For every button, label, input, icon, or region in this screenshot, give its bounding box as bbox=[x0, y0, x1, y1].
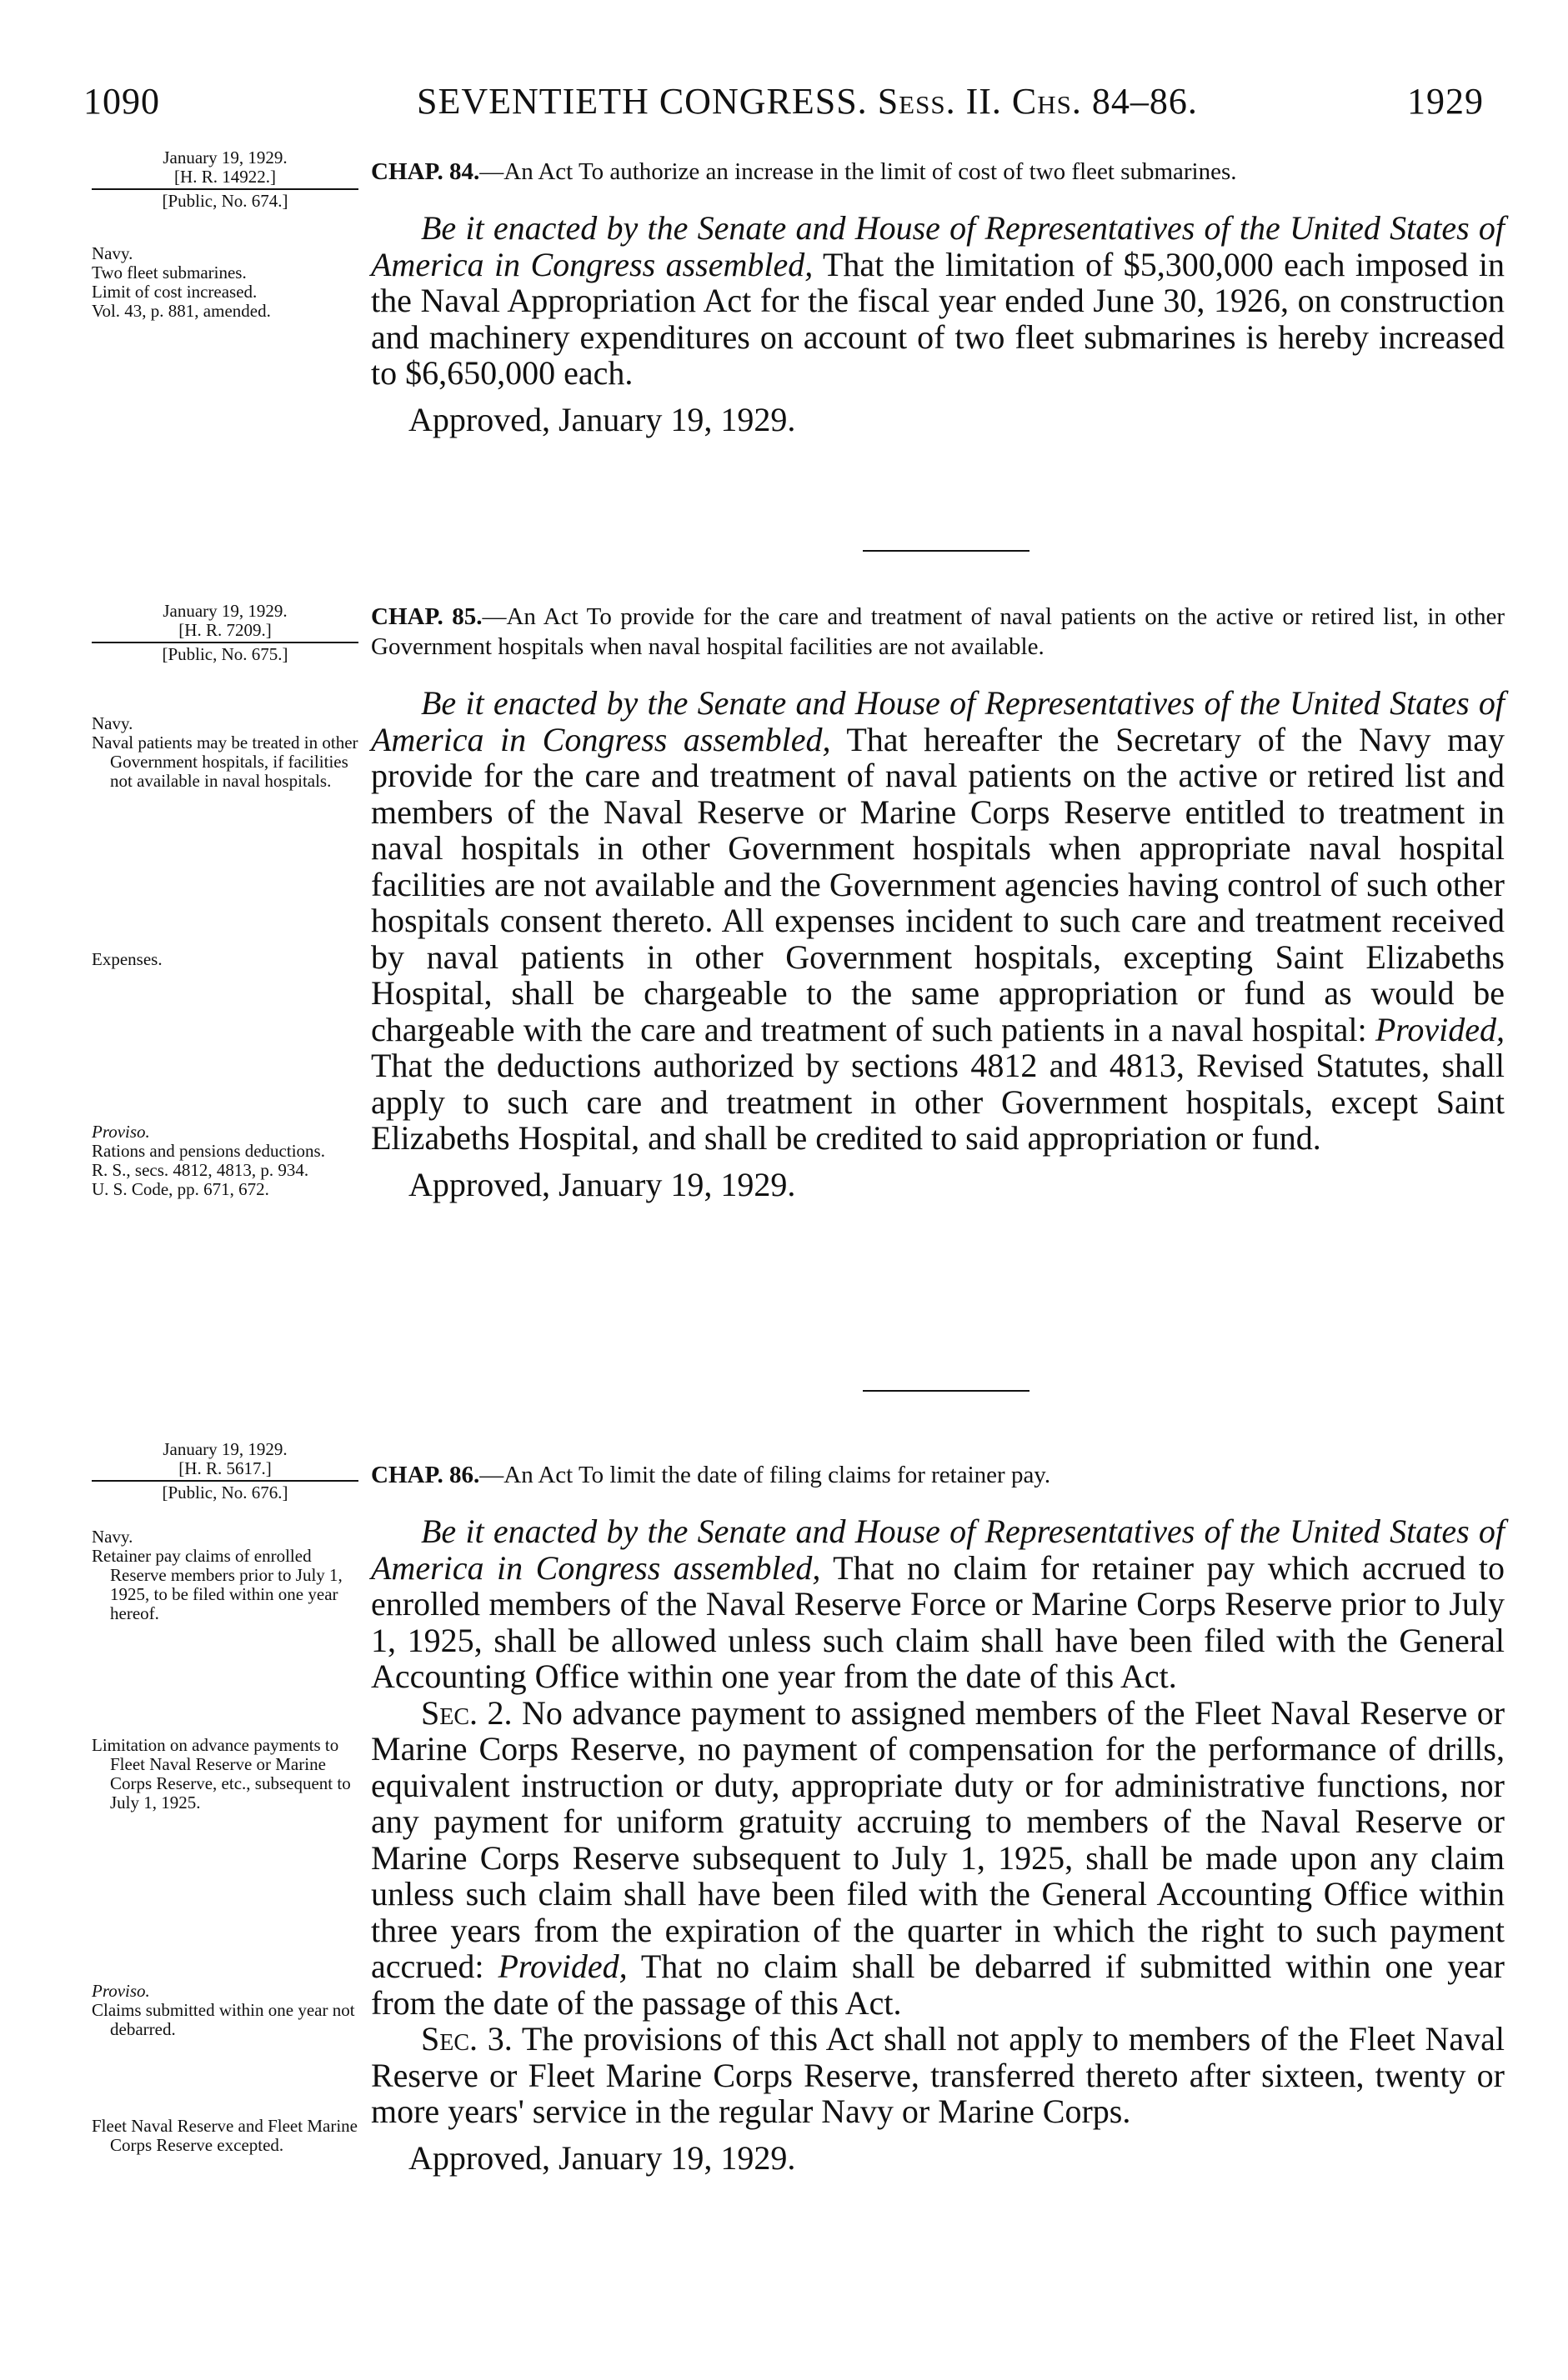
side-note: Naval patients may be treated in other Government hospitals, if facilities not available in naval hospitals. bbox=[92, 732, 358, 791]
side-note: Fleet Naval Reserve and Fleet Marine Corps Reserve excepted. bbox=[92, 2116, 358, 2155]
margin-date: January 19, 1929. bbox=[163, 601, 288, 621]
enacting-italic: Be it enacted by the Senate and House of Representatives of the United States of America in Congress assembled, bbox=[371, 1512, 1505, 1587]
side-note: Vol. 43, p. 881, amended. bbox=[92, 301, 271, 321]
side-note: Expenses. bbox=[92, 949, 163, 969]
running-header bbox=[83, 80, 1484, 130]
act-body: That the limitation of $5,300,000 each imposed in the Naval Appropriation Act for the fiscal year ended June 30, 1926, on construction and machinery expenditures on account of two fleet submarines is hereby increased to $6,650,000 each. bbox=[371, 245, 1505, 392]
margin-public: [Public, No. 676.] bbox=[162, 1482, 288, 1502]
approved-line: Approved, January 19, 1929. bbox=[408, 1165, 796, 1203]
act-body: That hereafter the Secretary of the Navy may provide for the care and treatment of naval patients on the active or retired list and members of the Naval Reserve or Marine Corps Reserve entitled to treatment in naval hospitals in other Government hospitals when appropriate naval hospital facilities are not available and the Government agencies having control of such other hospitals consent thereto. All expenses incident to such care and treatment received by naval patients in other Government hospitals, excepting Saint Elizabeths Hospital, shall be chargeable to the same appropriation or fund as would be chargeable with the care and treatment of such patients in a naval hospital: bbox=[371, 720, 1505, 1048]
side-note: R. S., secs. 4812, 4813, p. 934. bbox=[92, 1160, 309, 1180]
margin-date: January 19, 1929. bbox=[163, 1439, 288, 1459]
section-2 bbox=[371, 1695, 1505, 2022]
chapter-85-margin bbox=[92, 601, 358, 1199]
chapter-label: CHAP. 86. bbox=[371, 1462, 480, 1488]
side-notes-proviso bbox=[92, 1982, 358, 2039]
chapter-caption bbox=[371, 602, 1505, 662]
margin-public: [Public, No. 675.] bbox=[162, 644, 288, 664]
congress-title: SEVENTIETH CONGRESS. bbox=[417, 81, 868, 122]
margin-bill: [H. R. 14922.] bbox=[92, 168, 358, 190]
side-note: Navy. bbox=[92, 243, 133, 263]
chapter-caption bbox=[371, 1460, 1505, 1490]
caption-text: —An Act To authorize an increase in the limit of cost of two fleet submarines. bbox=[479, 158, 1237, 185]
side-note: Proviso. bbox=[92, 1981, 150, 2001]
chapter-caption bbox=[371, 157, 1505, 187]
side-note: Limit of cost increased. bbox=[92, 282, 258, 302]
chapter-86-text bbox=[371, 1460, 1505, 2176]
margin-bill: [H. R. 5617.] bbox=[92, 1459, 358, 1482]
chapter-84-margin bbox=[92, 148, 358, 321]
chapter-86-margin bbox=[92, 1439, 358, 2155]
enacting-italic: Be it enacted by the Senate and House of Representatives of the United States of America in Congress assembled, bbox=[371, 209, 1505, 283]
enacting-clause bbox=[371, 1513, 1505, 1695]
side-note: Two fleet submarines. bbox=[92, 262, 247, 282]
side-notes-limitation bbox=[92, 1736, 358, 1812]
section-label: Sec. 3. bbox=[421, 2020, 513, 2058]
side-notes bbox=[92, 244, 358, 321]
side-note: Retainer pay claims of enrolled Reserve members prior to July 1, 1925, to be filed within one year hereof. bbox=[92, 1546, 343, 1623]
enacting-clause bbox=[371, 210, 1505, 392]
enacting-italic: Be it enacted by the Senate and House of Representatives of the United States of America in Congress assembled, bbox=[371, 684, 1505, 758]
side-note: Proviso. bbox=[92, 1122, 150, 1142]
side-notes-proviso bbox=[92, 1122, 358, 1199]
side-note: Navy. bbox=[92, 713, 133, 733]
side-note: Rations and pensions deductions. bbox=[92, 1141, 325, 1161]
side-notes-expenses bbox=[92, 950, 358, 969]
chapter-label: CHAP. 84. bbox=[371, 158, 480, 185]
chapter-85-text bbox=[371, 602, 1505, 1202]
section-body-after-proviso: That no claim shall be debarred if submitted within one year from the date of the passage of this Act. bbox=[371, 1948, 1505, 2022]
chapter-84-text bbox=[371, 157, 1505, 438]
side-note: Limitation on advance payments to Fleet Naval Reserve or Marine Corps Reserve, etc., subsequent to July 1, 1925. bbox=[92, 1735, 351, 1812]
side-notes-excepted bbox=[92, 2117, 358, 2155]
act-body-after-proviso: That the deductions authorized by sections 4812 and 4813, Revised Statutes, shall apply to such care and treatment in other Government hospitals, except Saint Elizabeths Hospital, and shall be credited to said appropriation or fund. bbox=[371, 1047, 1505, 1157]
header-year: 1929 bbox=[1407, 81, 1484, 122]
side-notes bbox=[92, 1528, 358, 1623]
act-body: That no claim for retainer pay which accrued to enrolled members of the Naval Reserve Force or Marine Corps Reserve prior to July 1, 1925, shall be allowed unless such claim shall have been filed with the General Accounting Office within one year from the date of this Act. bbox=[371, 1548, 1505, 1695]
page-number: 1090 bbox=[83, 81, 160, 122]
chapters-range: Chs. 84–86. bbox=[1011, 81, 1198, 122]
proviso-italic: Provided, bbox=[498, 1948, 628, 1985]
margin-bill: [H. R. 7209.] bbox=[92, 621, 358, 643]
section-divider bbox=[863, 1390, 1029, 1392]
section-body: No advance payment to assigned members of the Fleet Naval Reserve or Marine Corps Reserve, no payment of compensation for the performance of drills, equivalent instruction or duty, appropriate duty or for administrative functions, nor any payment for uniform gratuity accruing to members of the Naval Reserve or Marine Corps Reserve subsequent to July 1, 1925, shall be made upon any claim unless such claim shall have been filed with the General Accounting Office within three years from the expiration of the quarter in which the right to such payment accrued: bbox=[371, 1693, 1505, 1985]
side-notes bbox=[92, 714, 358, 791]
side-note: Claims submitted within one year not debarred. bbox=[92, 2000, 355, 2039]
section-3 bbox=[371, 2021, 1505, 2130]
caption-text: —An Act To provide for the care and treatment of naval patients on the active or retired list, in other Government hospitals when naval hospital facilities are not available. bbox=[371, 603, 1505, 660]
side-note: Navy. bbox=[92, 1527, 133, 1547]
section-divider bbox=[863, 550, 1029, 552]
chapter-label: CHAP. 85. bbox=[371, 603, 483, 630]
margin-date: January 19, 1929. bbox=[163, 148, 288, 168]
caption-text: —An Act To limit the date of filing claims for retainer pay. bbox=[479, 1462, 1051, 1488]
section-body: The provisions of this Act shall not apply to members of the Fleet Naval Reserve or Fleet Marine Corps Reserve, transferred thereto after sixteen, twenty or more years' service in the regular Navy or Marine Corps. bbox=[371, 2020, 1505, 2130]
section-label: Sec. 2. bbox=[421, 1693, 513, 1732]
approved-line: Approved, January 19, 1929. bbox=[408, 2138, 796, 2177]
margin-public: [Public, No. 674.] bbox=[162, 191, 288, 211]
header-title bbox=[417, 80, 1198, 122]
enacting-clause bbox=[371, 685, 1505, 1157]
approved-line: Approved, January 19, 1929. bbox=[408, 400, 796, 438]
side-note: U. S. Code, pp. 671, 672. bbox=[92, 1179, 269, 1199]
session-label: Sess. II. bbox=[877, 81, 1002, 122]
proviso-italic: Provided, bbox=[1375, 1010, 1505, 1048]
